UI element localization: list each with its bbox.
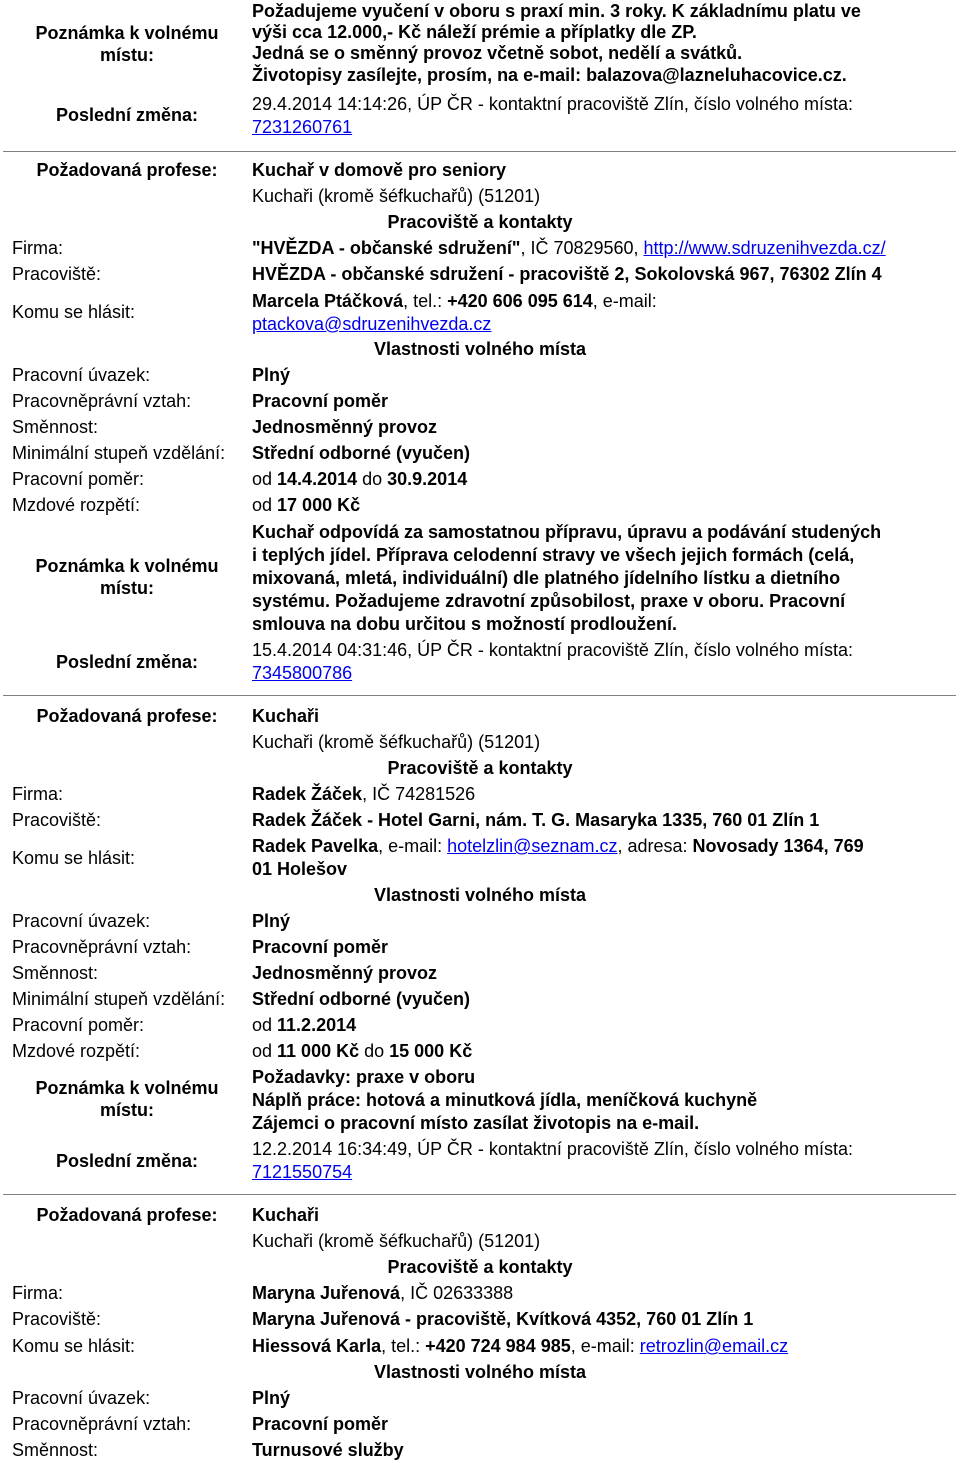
separator (3, 151, 956, 152)
workplace-label: Pracoviště: (12, 1309, 102, 1329)
shifts-label: Směnnost: (12, 1440, 99, 1460)
last-change-value: 15.4.2014 04:31:46, ÚP ČR - kontaktní pracoviště Zlín, číslo volného místa: (252, 640, 853, 660)
separator (3, 1194, 956, 1195)
job-number-link[interactable]: 7231260761 (252, 117, 353, 137)
contact-email-link[interactable]: ptackova@sdruzenihvezda.cz (252, 314, 492, 334)
profession-value: Kuchaři (252, 1205, 320, 1225)
section-props-heading: Vlastnosti volného místa (373, 1362, 587, 1382)
shifts-label: Směnnost: (12, 417, 99, 437)
note-line: Požadujeme vyučení v oboru s praxí min. 3 roky. K základnímu platu ve (252, 1, 861, 21)
note-line: Jedná se o směnný provoz včetně sobot, nedělí a svátků. (252, 43, 743, 63)
firm-label: Firma: (12, 1283, 63, 1303)
workplace-value: Maryna Juřenová - pracoviště, Kvítková 4352, 760 01 Zlín 1 (252, 1309, 754, 1329)
note-line: Náplň práce: hotová a minutková jídla, meníčková kuchyně (252, 1090, 758, 1110)
workload-label: Pracovní úvazek: (12, 1388, 151, 1408)
profession-label: Požadovaná profese: (36, 1205, 218, 1225)
note-line: Zájemci o pracovní místo zasílat životopis na e-mail. (252, 1113, 700, 1133)
contact-tel: +420 724 984 985 (425, 1336, 571, 1356)
employment-from-label: od (252, 1015, 278, 1035)
note-line: i teplých jídel. Příprava celodenní stravy ve všech jejich formách (celá, (252, 545, 855, 565)
workload-label: Pracovní úvazek: (12, 365, 151, 385)
salary-value (252, 1040, 472, 1062)
workplace-value: HVĚZDA - občanské sdružení - pracoviště 2, Sokolovská 967, 76302 Zlín 4 (252, 264, 882, 284)
firm-ic: , IČ 74281526 (362, 784, 476, 804)
contact-label: Komu se hlásit: (12, 848, 136, 868)
profession-value: Kuchař v domově pro seniory (252, 160, 507, 180)
profession-value: Kuchaři (252, 706, 320, 726)
contact-email-label: , e-mail: (570, 1336, 640, 1356)
contact-label: Komu se hlásit: (12, 1336, 136, 1356)
contact-value (252, 835, 864, 857)
job-number-link[interactable]: 7121550754 (252, 1162, 353, 1182)
relation-label: Pracovněprávní vztah: (12, 391, 192, 411)
profession-label: Požadovaná profese: (36, 706, 218, 726)
workload-label: Pracovní úvazek: (12, 911, 151, 931)
contact-addr-cont: 01 Holešov (252, 859, 348, 879)
note-line: Požadavky: praxe v oboru (252, 1067, 476, 1087)
contact-addr: Novosady 1364, 769 (692, 836, 864, 856)
last-change-value: 12.2.2014 16:34:49, ÚP ČR - kontaktní pracoviště Zlín, číslo volného místa: (252, 1139, 853, 1159)
note-label: Poznámka k volnému místu: (35, 556, 219, 598)
firm-name: "HVĚZDA - občanské sdružení" (252, 238, 521, 258)
firm-ic: , IČ 70829560, (520, 238, 644, 258)
contact-value (252, 290, 657, 312)
salary-value (252, 494, 360, 516)
note-label: Poznámka k volnému místu: (35, 23, 219, 65)
section-props-heading: Vlastnosti volného místa (373, 339, 587, 359)
relation-value: Pracovní poměr (252, 1414, 389, 1434)
profession-label: Požadovaná profese: (36, 160, 218, 180)
last-change-label: Poslední změna: (55, 652, 199, 672)
education-value: Střední odborné (vyučen) (252, 989, 471, 1009)
contact-value (252, 1335, 788, 1357)
workplace-label: Pracoviště: (12, 810, 102, 830)
contact-email-label: , e-mail: (378, 836, 448, 856)
shifts-value: Turnusové služby (252, 1440, 404, 1460)
category-value: Kuchaři (kromě šéfkuchařů) (51201) (252, 1231, 541, 1251)
education-label: Minimální stupeň vzdělání: (12, 989, 226, 1009)
separator (3, 695, 956, 696)
firm-name: Maryna Juřenová (252, 1283, 401, 1303)
section-contacts-heading: Pracoviště a kontakty (387, 758, 573, 778)
salary-from: 11 000 Kč (277, 1041, 360, 1061)
firm-name: Radek Žáček (252, 784, 363, 804)
note-line: výši cca 12.000,- Kč náleží prémie a příplatky dle ZP. (252, 22, 697, 42)
note-line: smlouva na dobu určitou s možností prodloužení. (252, 614, 678, 634)
firm-label: Firma: (12, 238, 63, 258)
firm-value (252, 783, 475, 805)
contact-email-link[interactable]: retrozlin@email.cz (639, 1336, 789, 1356)
note-label: Poznámka k volnému místu: (35, 1078, 219, 1120)
contact-email-label: , e-mail: (592, 291, 657, 311)
employment-label: Pracovní poměr: (12, 1015, 145, 1035)
last-change-label: Poslední změna: (55, 1151, 199, 1171)
salary-from-label: od (252, 495, 278, 515)
contact-name: Hiessová Karla (252, 1336, 382, 1356)
employment-from-label: od (252, 469, 278, 489)
last-change-label: Poslední změna: (55, 105, 199, 125)
firm-label: Firma: (12, 784, 63, 804)
last-change-value: 29.4.2014 14:14:26, ÚP ČR - kontaktní pracoviště Zlín, číslo volného místa: (252, 94, 853, 114)
relation-value: Pracovní poměr (252, 937, 389, 957)
employment-value (252, 1014, 356, 1036)
category-value: Kuchaři (kromě šéfkuchařů) (51201) (252, 186, 541, 206)
shifts-value: Jednosměnný provoz (252, 963, 438, 983)
contact-addr-label: , adresa: (617, 836, 693, 856)
employment-label: Pracovní poměr: (12, 469, 145, 489)
section-contacts-heading: Pracoviště a kontakty (387, 212, 573, 232)
note-line: mixovaná, mletá, individuální) dle platného jídelního lístku a dietního (252, 568, 841, 588)
contact-label: Komu se hlásit: (12, 302, 136, 322)
contact-tel: +420 606 095 614 (447, 291, 593, 311)
workplace-value: Radek Žáček - Hotel Garni, nám. T. G. Masaryka 1335, 760 01 Zlín 1 (252, 810, 820, 830)
salary-label: Mzdové rozpětí: (12, 495, 141, 515)
shifts-label: Směnnost: (12, 963, 99, 983)
relation-value: Pracovní poměr (252, 391, 389, 411)
note-line: Kuchař odpovídá za samostatnou přípravu, úpravu a podávání studených (252, 522, 882, 542)
workload-value: Plný (252, 1388, 291, 1408)
relation-label: Pracovněprávní vztah: (12, 937, 192, 957)
shifts-value: Jednosměnný provoz (252, 417, 438, 437)
relation-label: Pracovněprávní vztah: (12, 1414, 192, 1434)
employment-to: 30.9.2014 (387, 469, 468, 489)
workplace-label: Pracoviště: (12, 264, 102, 284)
section-contacts-heading: Pracoviště a kontakty (387, 1257, 573, 1277)
note-line: Životopisy zasílejte, prosím, na e-mail: balazova@lazneluhacovice.cz. (252, 65, 847, 85)
job-number-link[interactable]: 7345800786 (252, 663, 353, 683)
note-line: systému. Požadujeme zdravotní způsobilost, praxe v oboru. Pracovní (252, 591, 846, 611)
workload-value: Plný (252, 365, 291, 385)
employment-from: 14.4.2014 (277, 469, 358, 489)
employment-value (252, 468, 467, 490)
section-props-heading: Vlastnosti volného místa (373, 885, 587, 905)
salary-from-label: od (252, 1041, 278, 1061)
contact-name: Marcela Ptáčková (252, 291, 404, 311)
firm-value (252, 1282, 513, 1304)
employment-to-label: do (357, 469, 388, 489)
salary-from: 17 000 Kč (277, 495, 361, 515)
education-label: Minimální stupeň vzdělání: (12, 443, 226, 463)
firm-url-link[interactable]: http://www.sdruzenihvezda.cz/ (643, 238, 886, 258)
workload-value: Plný (252, 911, 291, 931)
contact-tel-label: , tel.: (403, 291, 448, 311)
contact-email-link[interactable]: hotelzlin@seznam.cz (447, 836, 618, 856)
category-value: Kuchaři (kromě šéfkuchařů) (51201) (252, 732, 541, 752)
contact-name: Radek Pavelka (252, 836, 379, 856)
contact-tel-label: , tel.: (381, 1336, 426, 1356)
salary-to: 15 000 Kč (389, 1041, 473, 1061)
education-value: Střední odborné (vyučen) (252, 443, 471, 463)
firm-value (252, 237, 886, 259)
salary-to-label: do (359, 1041, 390, 1061)
firm-ic: , IČ 02633388 (400, 1283, 514, 1303)
employment-from: 11.2.2014 (277, 1015, 357, 1035)
salary-label: Mzdové rozpětí: (12, 1041, 141, 1061)
